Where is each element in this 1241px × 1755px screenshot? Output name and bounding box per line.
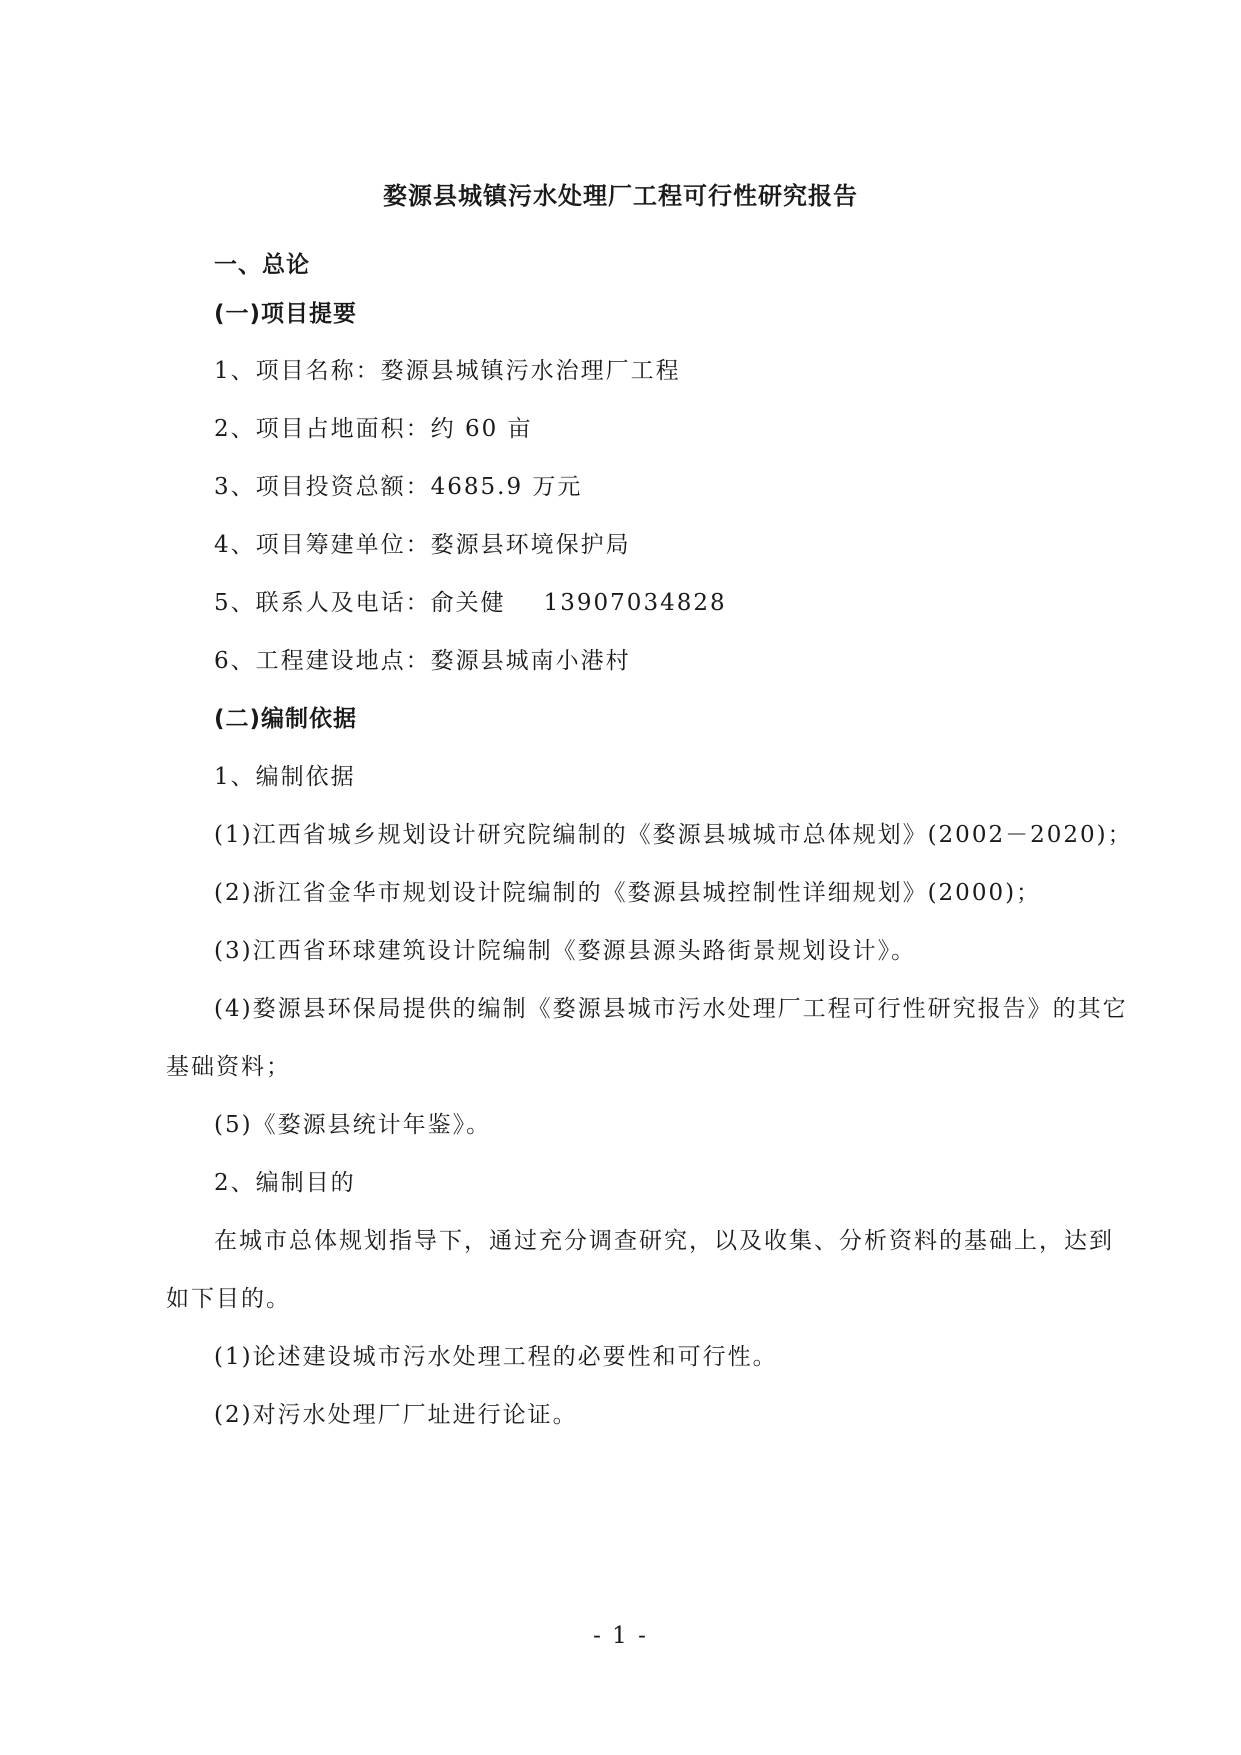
page-number: - 1 - [593, 1623, 648, 1649]
basis-item-4: (4)婺源县环保局提供的编制《婺源县城市污水处理厂工程可行性研究报告》的其它 [214, 996, 1128, 1022]
basis-item-1: (1)江西省城乡规划设计研究院编制的《婺源县城城市总体规划》(2002－2020)； [214, 822, 1133, 848]
subsection-heading-basis: (二)编制依据 [214, 706, 358, 732]
summary-item-builder: 4、项目筹建单位：婺源县环境保护局 [214, 532, 631, 558]
basis-heading: 1、编制依据 [214, 764, 356, 790]
summary-item-contact [214, 584, 727, 617]
basis-item-3: (3)江西省环球建筑设计院编制《婺源县源头路街景规划设计》。 [214, 938, 917, 964]
summary-item-investment: 3、项目投资总额：4685.9 万元 [214, 474, 583, 500]
summary-item-project-name: 1、项目名称：婺源县城镇污水治理厂工程 [214, 358, 681, 384]
purpose-heading: 2、编制目的 [214, 1170, 356, 1196]
basis-item-2: (2)浙江省金华市规划设计院编制的《婺源县城控制性详细规划》(2000)； [214, 880, 1042, 906]
purpose-paragraph-line-2: 如下目的。 [166, 1286, 291, 1312]
purpose-item-1: (1)论述建设城市污水处理工程的必要性和可行性。 [214, 1344, 778, 1370]
document-title: 婺源县城镇污水处理厂工程可行性研究报告 [383, 182, 858, 210]
summary-item-land-area: 2、项目占地面积：约 60 亩 [214, 416, 533, 442]
basis-item-5: (5)《婺源县统计年鉴》。 [214, 1112, 492, 1138]
contact-label: 5、联系人及电话：俞关健 [214, 590, 506, 616]
contact-phone: 13907034828 [543, 590, 727, 616]
subsection-heading-project-summary: (一)项目提要 [214, 301, 358, 327]
summary-item-location: 6、工程建设地点：婺源县城南小港村 [214, 648, 631, 674]
section-heading-general: 一、总论 [214, 252, 310, 278]
purpose-item-2: (2)对污水处理厂厂址进行论证。 [214, 1402, 578, 1428]
basis-item-4-continued: 基础资料； [166, 1054, 291, 1080]
purpose-paragraph-line-1: 在城市总体规划指导下，通过充分调查研究，以及收集、分析资料的基础上，达到 [214, 1228, 1114, 1254]
